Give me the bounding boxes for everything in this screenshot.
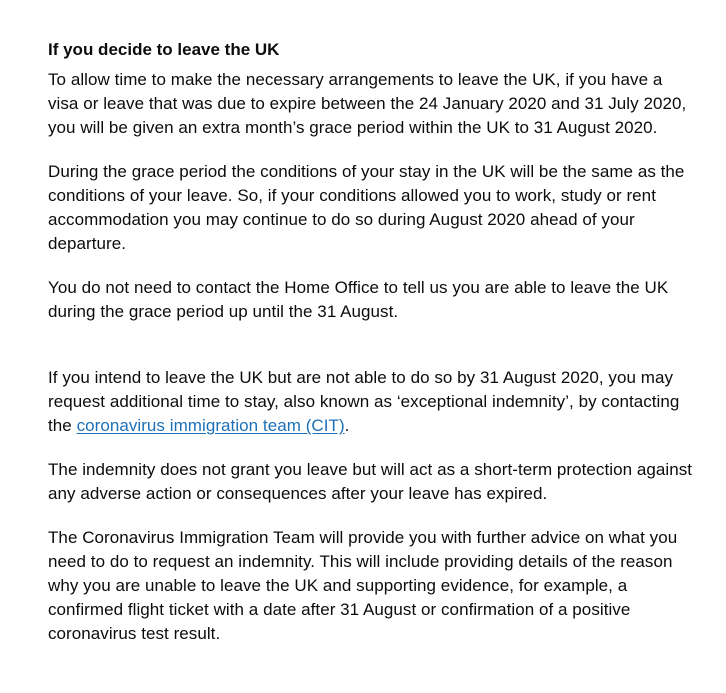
paragraph-text-end: . — [344, 416, 350, 435]
paragraph-no-contact-needed: You do not need to contact the Home Office to tell us you are able to leave the UK during the grace period up until the 31 August. — [48, 278, 669, 321]
paragraph-indemnity-protection: The indemnity does not grant you leave but will act as a short-term protection against any adverse action or consequences after your leave has expired. — [48, 460, 693, 503]
paragraph-text: If you intend to leave the UK but are not able to do so by 31 August 2020, you may request additional time to stay, also known as ‘exceptional indemnity’, by contacting the — [48, 368, 680, 435]
paragraph-exceptional-indemnity — [48, 366, 696, 438]
paragraph-cit-advice: The Coronavirus Immigration Team will provide you with further advice on what you need to do to request an indemnity. This will include providing details of the reason why you are unable to leave the UK and supporting evidence, for example, a confirmed flight ticket with a date after 31 August or confirmation of a positive coronavirus test result. — [48, 528, 678, 643]
paragraph-grace-period: To allow time to make the necessary arrangements to leave the UK, if you have a visa or leave that was due to expire between the 24 January 2020 and 31 July 2020, you will be given an extra month’s grace period within the UK to 31 August 2020. — [48, 70, 687, 137]
section-heading: If you decide to leave the UK — [48, 40, 280, 59]
cit-link[interactable]: coronavirus immigration team (CIT) — [76, 416, 345, 435]
paragraph-conditions: During the grace period the conditions of your stay in the UK will be the same as the conditions of your leave. So, if your conditions allowed you to work, study or rent accommodation you may continue to do so during August 2020 ahead of your departure. — [48, 162, 685, 253]
